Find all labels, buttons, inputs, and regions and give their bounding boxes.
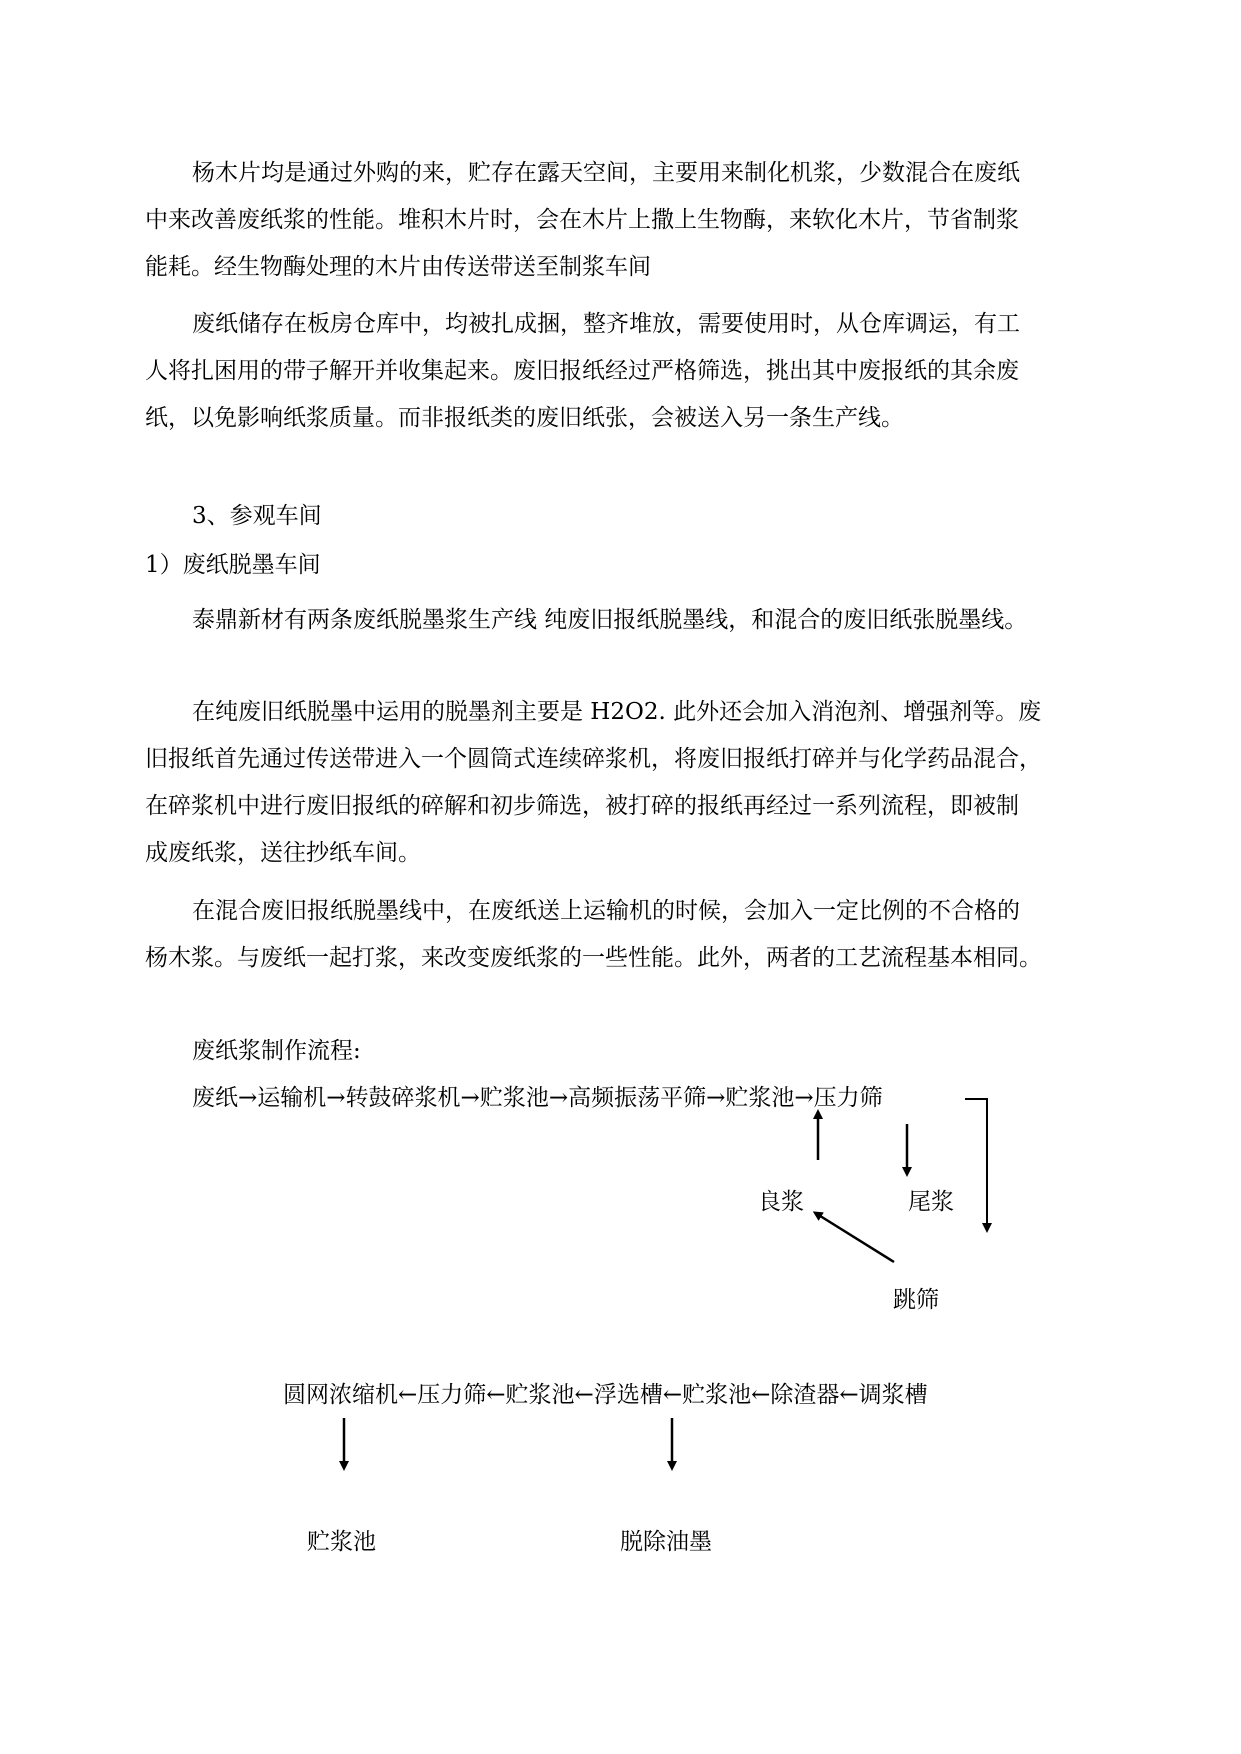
- paragraph-5-line-1: 在混合废旧报纸脱墨线中，在废纸送上运输机的时候，会加入一定比例的不合格的: [192, 898, 1020, 924]
- paragraph-2-line-2: 人将扎困用的带子解开并收集起来。废旧报纸经过严格筛选，挑出其中废报纸的其余废: [145, 358, 1019, 384]
- subsection-heading: 1）废纸脱墨车间: [145, 552, 321, 578]
- paragraph-4-line-4: 成废纸浆，送往抄纸车间。: [145, 840, 421, 866]
- paragraph-4-line-3: 在碎浆机中进行废旧报纸的碎解和初步筛选，被打碎的报纸再经过一系列流程，即被制: [145, 793, 1019, 819]
- flow-row-2: 圆网浓缩机←压力筛←贮浆池←浮选槽←贮浆池←除渣器←调浆槽: [283, 1382, 928, 1408]
- section-heading: 3、参观车间: [192, 503, 322, 529]
- paragraph-4-line-2: 旧报纸首先通过传送带进入一个圆筒式连续碎浆机，将废旧报纸打碎并与化学药品混合，: [145, 746, 1042, 772]
- paragraph-1-line-3: 能耗。经生物酶处理的木片由传送带送至制浆车间: [145, 254, 651, 280]
- flow-jump-screen-label: 跳筛: [893, 1287, 939, 1313]
- flow-storage-pool-label: 贮浆池: [307, 1529, 376, 1555]
- paragraph-4-line-1: 在纯废旧纸脱墨中运用的脱墨剂主要是 H2O2. 此外还会加入消泡剂、增强剂等。废: [192, 699, 1042, 725]
- arrow-right-bracket: [965, 1099, 987, 1230]
- flow-tailings-label: 尾浆: [908, 1189, 954, 1215]
- paragraph-1-line-1: 杨木片均是通过外购的来，贮存在露天空间，主要用来制化机浆，少数混合在废纸: [192, 160, 1020, 186]
- paragraph-2-line-1: 废纸储存在板房仓库中，均被扎成捆，整齐堆放，需要使用时，从仓库调运，有工: [192, 311, 1020, 337]
- paragraph-2-line-3: 纸，以免影响纸浆质量。而非报纸类的废旧纸张，会被送入另一条生产线。: [145, 405, 904, 431]
- flow-row-1: 废纸→运输机→转鼓碎浆机→贮浆池→高频振荡平筛→贮浆池→压力筛: [192, 1085, 883, 1111]
- paragraph-1-line-2: 中来改善废纸浆的性能。堆积木片时，会在木片上撒上生物酶，来软化木片，节省制浆: [145, 207, 1019, 233]
- paragraph-3: 泰鼎新材有两条废纸脱墨浆生产线 纯废旧报纸脱墨线，和混合的废旧纸张脱墨线。: [192, 607, 1028, 633]
- flow-deink-label: 脱除油墨: [620, 1529, 712, 1555]
- arrow-jump-to-good: [817, 1214, 894, 1262]
- flow-title: 废纸浆制作流程:: [192, 1038, 361, 1064]
- paragraph-5-line-2: 杨木浆。与废纸一起打浆，来改变废纸浆的一些性能。此外，两者的工艺流程基本相同。: [145, 945, 1042, 971]
- flow-good-pulp-label: 良浆: [758, 1189, 804, 1215]
